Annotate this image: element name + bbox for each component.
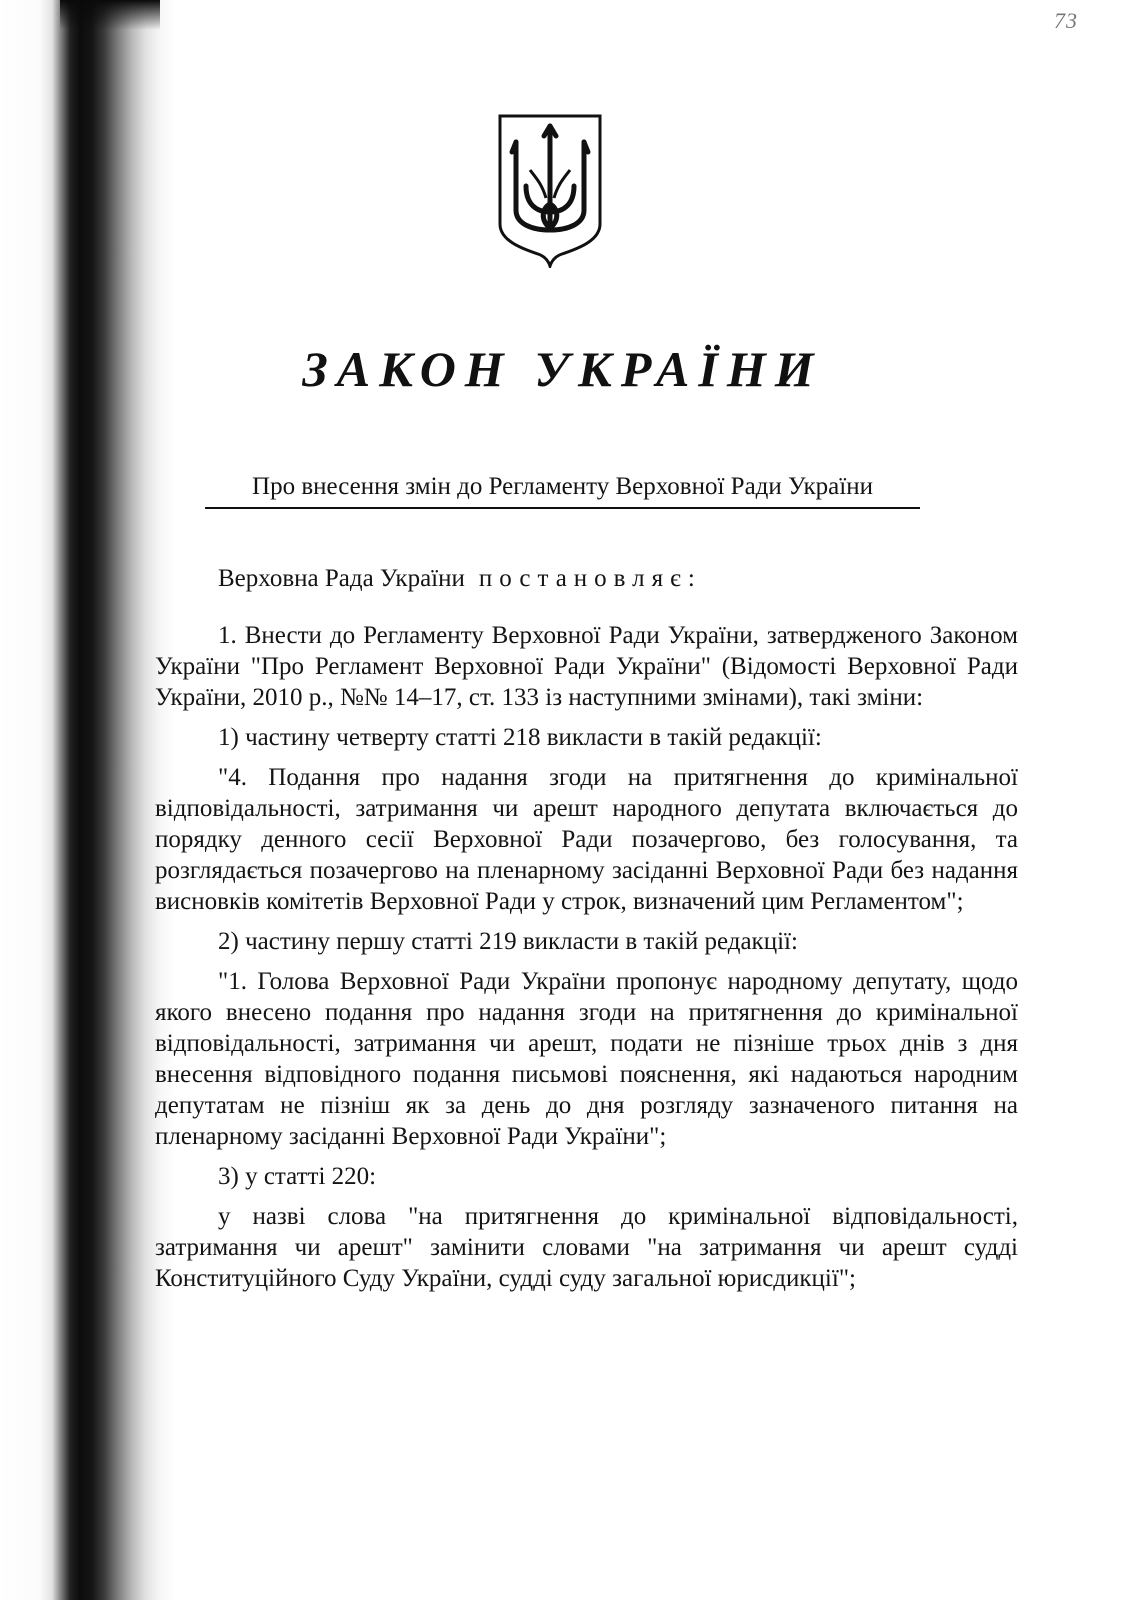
paragraph: 1) частину четверту статті 218 викласти в такій редакції: <box>218 724 822 751</box>
law-title: ЗАКОН УКРАЇНИ <box>302 341 823 397</box>
enacting-verb: постановляє: <box>478 565 702 592</box>
law-subtitle: Про внесення змін до Регламенту Верховної Ради України <box>205 470 920 509</box>
enacting-subject: Верховна Рада України <box>218 565 465 592</box>
paragraph: 3) у статті 220: <box>218 1163 377 1190</box>
paragraph: 1. Внести до Регламенту Верховної Ради України, затвердженого Законом України "Про Регламент Верховної Ради України" (Відомості Верховної Ради України, 2010 р., №№ 14–17, ст. 133 із наступними змінами), такі зміни: <box>155 622 1018 711</box>
scan-binding-shadow <box>0 0 175 1600</box>
paragraph: 2) частину першу статті 219 викласти в такій редакції: <box>218 928 798 955</box>
trident-coat-of-arms-icon <box>496 112 604 268</box>
handwritten-page-number: 73 <box>1054 8 1078 33</box>
law-body <box>155 620 1018 1303</box>
paragraph: "1. Голова Верховної Ради України пропонує народному депутату, щодо якого внесено подання про надання згоди на притягнення до кримінальної відповідальності, затримання чи арешт, подати не пізніше трьох днів з дня внесення відповідного подання письмові пояснення, які надаються народним депутатам не пізніш як за день до дня розгляду зазначеного питання на пленарному засіданні Верховної Ради України"; <box>155 968 1018 1150</box>
paragraph: у назві слова "на притягнення до кримінальної відповідальності, затримання чи арешт" замінити словами "на затримання чи арешт судді Конституційного Суду України, судді суду загальної юрисдикції"; <box>155 1203 1018 1292</box>
paragraph: "4. Подання про надання згоди на притягнення до кримінальної відповідальності, затримання чи арешт народного депутата включається до порядку денного сесії Верховної Ради позачергово, без голосування, та розглядається позачергово на пленарному засіданні Верховної Ради без надання висновків комітетів Верховної Ради у строк, визначений цим Регламентом"; <box>155 764 1018 915</box>
scan-binding-shadow-top <box>60 0 160 30</box>
enacting-clause <box>218 565 702 593</box>
